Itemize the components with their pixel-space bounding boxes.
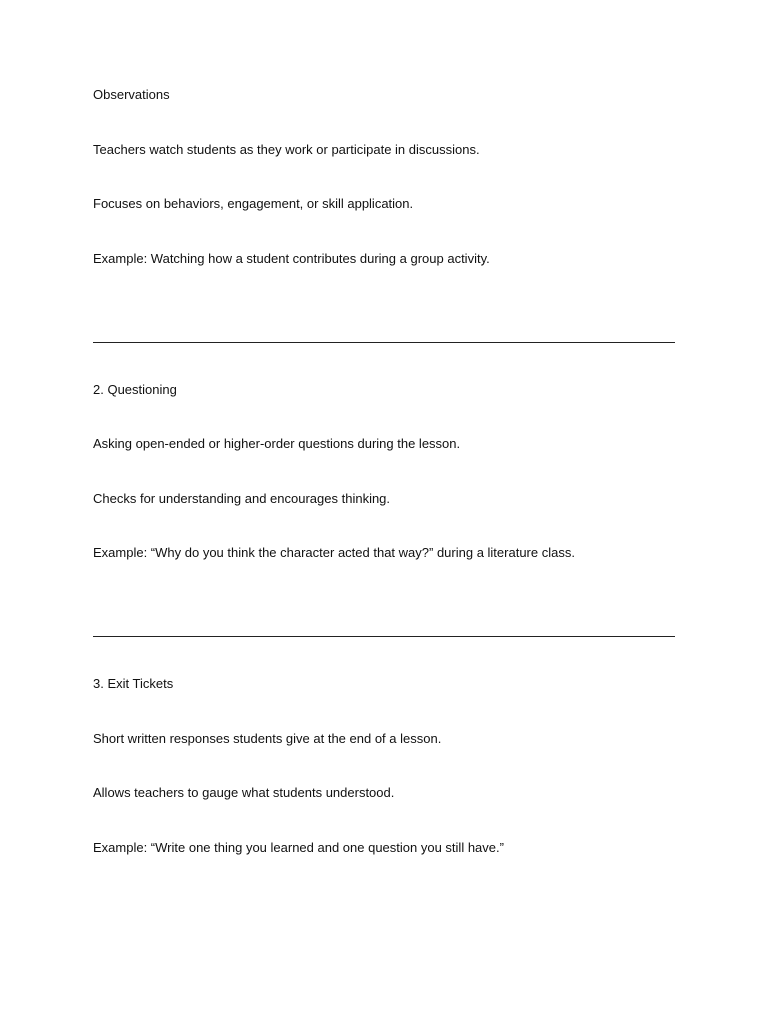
section-heading: 3. Exit Tickets [93, 676, 174, 691]
paragraph: Asking open-ended or higher-order questions during the lesson. [93, 436, 461, 451]
paragraph: Teachers watch students as they work or participate in discussions. [93, 141, 480, 157]
paragraph: Allows teachers to gauge what students understood. [93, 785, 395, 800]
section-observations [93, 87, 675, 267]
paragraph: Short written responses students give at the end of a lesson. [93, 730, 442, 746]
section-heading: 2. Questioning [93, 381, 177, 397]
section-exit-tickets [93, 676, 675, 856]
paragraph: Example: Watching how a student contributes during a group activity. [93, 250, 490, 266]
paragraph: Example: “Write one thing you learned and one question you still have.” [93, 839, 504, 855]
paragraph: Example: “Why do you think the character acted that way?” during a literature class. [93, 545, 575, 560]
paragraph: Checks for understanding and encourages thinking. [93, 490, 391, 506]
section-questioning [93, 382, 675, 562]
section-heading: Observations [93, 87, 170, 102]
paragraph: Focuses on behaviors, engagement, or skill application. [93, 196, 414, 211]
